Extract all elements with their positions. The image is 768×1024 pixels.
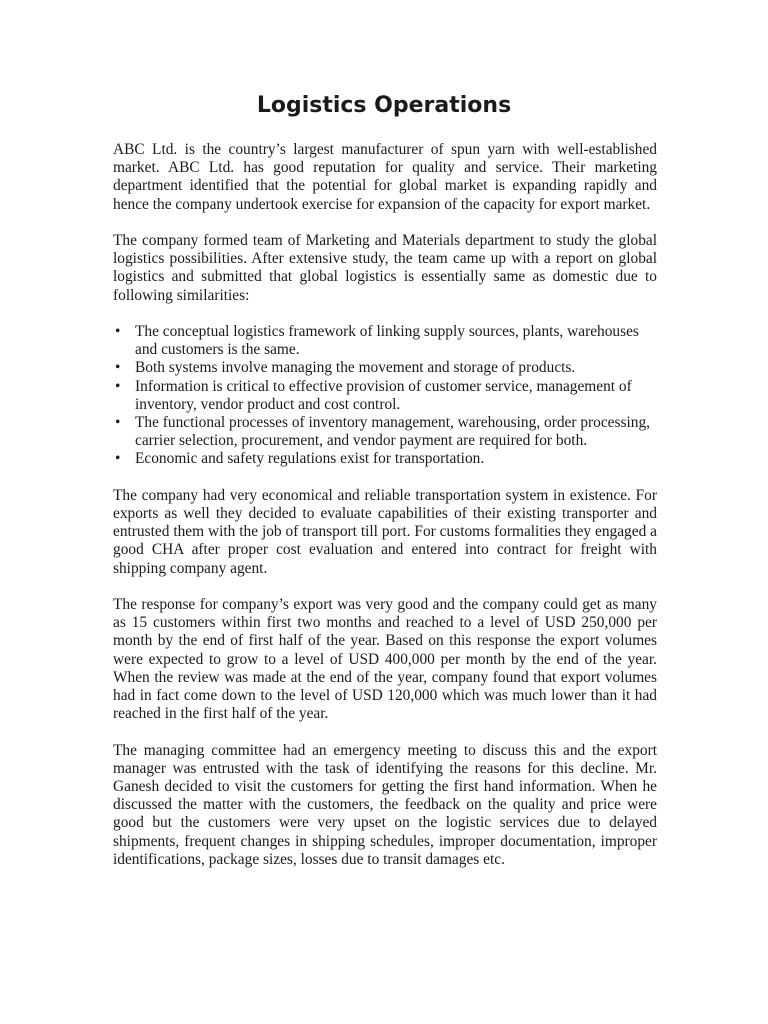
list-item-text: Economic and safety regulations exist for transportation. <box>135 450 485 468</box>
bullet-icon: • <box>115 377 121 395</box>
document-body <box>113 141 657 869</box>
bullet-icon: • <box>115 450 121 468</box>
list-item <box>113 378 657 414</box>
export-response-paragraph: The response for company’s export was very good and the company could get as many as 15 customers within first two months and reached to a level of USD 250,000 per month by the end of first half of the year. Based on this response the export volumes were expected to grow to a level of USD 400,000 per month by the end of the year. When the review was made at the end of the year, company found that export volumes had in fact come down to the level of USD 120,000 which was much lower than it had reached in the first half of the year. <box>113 596 657 723</box>
list-item <box>113 323 657 359</box>
bullet-icon: • <box>115 359 121 377</box>
list-item <box>113 359 657 377</box>
transport-paragraph: The company had very economical and reliable transportation system in existence. For exports as well they decided to evaluate capabilities of their existing transporter and entrusted them with the job of transport till port. For customs formalities they engaged a good CHA after proper cost evaluation and entered into contract for freight with shipping company agent. <box>113 486 657 577</box>
page-title: Logistics Operations <box>256 93 512 118</box>
list-item-text: The functional processes of inventory management, warehousing, order processing, carrier selection, procurement, and vendor payment are required for both. <box>135 414 650 450</box>
study-paragraph: The company formed team of Marketing and Materials department to study the global logistics possibilities. After extensive study, the team came up with a report on global logistics and submitted that global logistics is essentially same as domestic due to following similarities: <box>113 232 657 304</box>
bullet-icon: • <box>115 323 121 340</box>
list-item-text: The conceptual logistics framework of linking supply sources, plants, warehouses and customers is the same. <box>135 323 639 359</box>
intro-paragraph: ABC Ltd. is the country’s largest manufacturer of spun yarn with well-established market. ABC Ltd. has good reputation for quality and service. Their marketing department identified that the potential for global market is expanding rapidly and hence the company undertook exercise for expansion of the capacity for export market. <box>113 141 657 213</box>
list-item <box>113 414 657 450</box>
committee-paragraph: The managing committee had an emergency meeting to discuss this and the export manager was entrusted with the task of identifying the reasons for this decline. Mr. Ganesh decided to visit the customers for getting the first hand information. When he discussed the matter with the customers, the feedback on the quality and price were good but the customers were very upset on the logistic services due to delayed shipments, frequent changes in shipping schedules, improper documentation, improper identifications, package sizes, losses due to transit damages etc. <box>113 741 657 868</box>
list-item <box>113 450 657 468</box>
bullet-icon: • <box>115 414 121 432</box>
similarities-list <box>113 323 657 469</box>
list-item-text: Both systems involve managing the movement and storage of products. <box>135 359 576 377</box>
list-item-text: Information is critical to effective provision of customer service, management of inventory, vendor product and cost control. <box>135 377 632 413</box>
